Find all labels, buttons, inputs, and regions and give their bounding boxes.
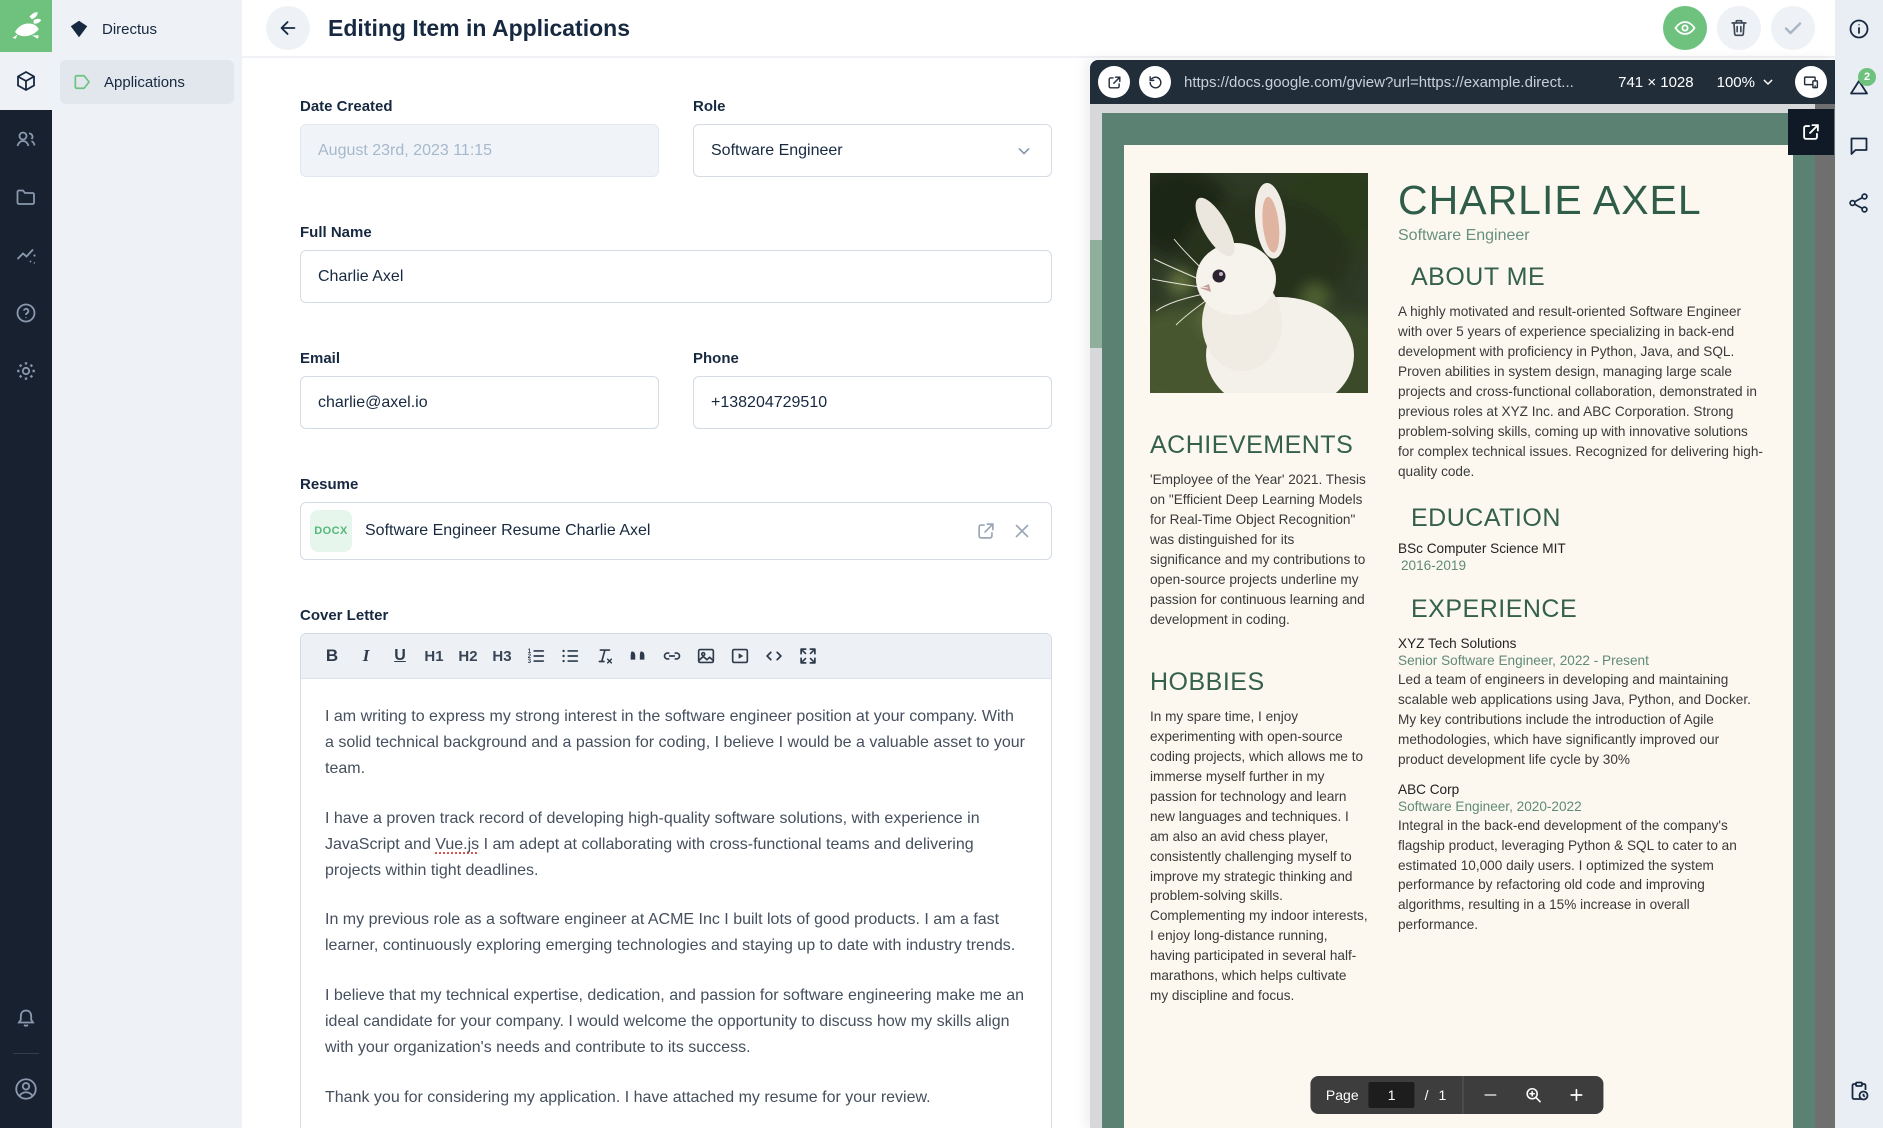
misspelled-word: Vue.js	[435, 835, 480, 853]
responsive-mode-button[interactable]	[1795, 66, 1827, 98]
module-insights[interactable]	[0, 226, 52, 284]
module-files[interactable]	[0, 168, 52, 226]
preview-url[interactable]: https://docs.google.com/gview?url=https://example.direct...	[1184, 73, 1574, 91]
link-button[interactable]	[657, 641, 687, 671]
italic-button[interactable]: I	[362, 646, 370, 665]
preview-toolbar	[1090, 60, 1835, 104]
module-users[interactable]	[0, 110, 52, 168]
chevron-down-icon	[1014, 141, 1034, 161]
job-description: Integral in the back-end development of the company's flagship product, leveraging Python & SQL to cater to an estimated 10,000 daily users. I optimized the system performance by refactoring old code and improving algorithms, resulting in a 15% increase in overall performance.	[1398, 817, 1737, 933]
magnifier-plus-icon	[1523, 1085, 1543, 1105]
eye-icon	[1673, 16, 1697, 40]
page-total: 1	[1438, 1087, 1447, 1103]
open-in-new-icon	[1800, 121, 1822, 143]
email-field[interactable]	[300, 376, 659, 429]
collection-tag-icon	[72, 72, 92, 92]
resume-document	[1124, 145, 1793, 1128]
job-role: Software Engineer, 2020-2022	[1398, 798, 1582, 814]
refresh-icon	[1147, 74, 1164, 91]
clear-format-button[interactable]	[589, 641, 619, 671]
module-help[interactable]	[0, 284, 52, 342]
project-logo-icon	[68, 18, 90, 40]
date-created-value: August 23rd, 2023 11:15	[318, 141, 493, 159]
zoom-value: 100%	[1716, 73, 1755, 91]
preview-button[interactable]	[1663, 6, 1707, 50]
experience-entry	[1398, 636, 1767, 770]
hobbies-heading: HOBBIES	[1150, 667, 1265, 696]
hobbies-text: In my spare time, I enjoy experimenting with open-source coding projects, which allows me to immerse myself further in my passion for technology and learn new languages and techniques. I am also an avid chess player, consistently challenging myself to improve my strategic thinking and problem-solving skills. Complementing my indoor interests, I enjoy long-distance running, having participated in several half-marathons, which helps cultivate my discipline and focus.	[1150, 708, 1368, 1004]
education-heading: EDUCATION	[1411, 503, 1561, 532]
user-avatar-icon	[13, 1076, 39, 1102]
users-icon	[14, 127, 38, 151]
h1-button[interactable]: H1	[424, 647, 444, 665]
preview-drawer	[1090, 60, 1835, 1128]
file-name: Software Engineer Resume Charlie Axel	[365, 522, 651, 539]
clear-format-icon	[593, 645, 615, 667]
education-years: 2016-2019	[1401, 557, 1467, 573]
svg-text:2: 2	[527, 653, 532, 660]
project-sidebar	[52, 0, 242, 1128]
zoom-out-button[interactable]	[1481, 1086, 1499, 1104]
bold-button[interactable]: B	[325, 646, 339, 665]
document-viewer	[1102, 104, 1815, 1128]
help-icon	[14, 301, 38, 325]
folder-icon	[14, 185, 38, 209]
bullet-list-button[interactable]	[555, 641, 585, 671]
project-name: Directus	[102, 20, 158, 38]
devices-icon	[1802, 73, 1820, 91]
job-company: ABC Corp	[1398, 781, 1460, 797]
page-number-input[interactable]	[1369, 1082, 1415, 1108]
page-label: Page	[1325, 1087, 1359, 1103]
rabbit-photo	[1150, 173, 1368, 393]
trash-icon	[1728, 17, 1750, 39]
code-button[interactable]	[759, 641, 789, 671]
back-button[interactable]	[266, 6, 310, 50]
share-icon	[1847, 191, 1871, 215]
pdf-page-controls	[1310, 1076, 1603, 1114]
revisions-panel-button[interactable]	[1835, 58, 1883, 116]
popout-document-button[interactable]	[1788, 109, 1834, 155]
refresh-button[interactable]	[1139, 66, 1171, 98]
experience-heading: EXPERIENCE	[1411, 594, 1578, 623]
fullscreen-icon	[797, 645, 819, 667]
open-file-icon[interactable]	[975, 520, 997, 542]
zoom-in-button[interactable]	[1567, 1086, 1585, 1104]
sidebar-item-label: Applications	[104, 73, 185, 91]
preview-viewport	[1090, 104, 1835, 1128]
left-scrollbar-thumb[interactable]	[1090, 240, 1102, 348]
left-scrollbar[interactable]	[1090, 104, 1102, 1128]
phone-label: Phone	[693, 350, 739, 367]
cover-letter-editor	[300, 633, 1052, 1128]
achievements-text: 'Employee of the Year' 2021. Thesis on "Efficient Deep Learning Models for Real-Time Object Recognition" was distinguished for its significance and my contributions to open-source projects underline my passion for continuous learning and development in coding.	[1150, 472, 1366, 627]
right-scrollbar[interactable]	[1815, 104, 1835, 1128]
module-settings[interactable]	[0, 342, 52, 400]
insights-icon	[14, 243, 38, 267]
page-separator: /	[1424, 1087, 1429, 1103]
delete-button[interactable]	[1717, 6, 1761, 50]
about-heading: ABOUT ME	[1411, 263, 1546, 291]
paragraph-text: I am adept at collaborating with cross-functional teams and delivering projects within tight deadlines.	[325, 835, 974, 879]
svg-text:3: 3	[527, 658, 532, 665]
rabbit-logo-icon	[9, 9, 43, 43]
comment-icon	[1847, 133, 1871, 157]
open-in-new-icon	[1106, 74, 1123, 91]
directus-logo[interactable]	[0, 0, 52, 52]
chevron-down-icon	[1760, 74, 1776, 90]
ordered-list-button[interactable]	[521, 641, 551, 671]
zoom-tool-button[interactable]	[1523, 1085, 1543, 1105]
date-created-label: Date Created	[300, 98, 393, 115]
underline-button[interactable]: U	[394, 647, 406, 664]
open-in-new-tab-button[interactable]	[1098, 66, 1130, 98]
project-header[interactable]	[52, 0, 242, 58]
module-bar	[0, 0, 52, 1128]
plus-icon	[1567, 1086, 1585, 1104]
cover-letter-text[interactable]	[301, 679, 1051, 1128]
email-label: Email	[300, 350, 341, 367]
header-actions	[1663, 6, 1815, 50]
edit-form	[242, 58, 1052, 1128]
comments-panel-button[interactable]	[1835, 116, 1883, 174]
file-type-badge: DOCX	[310, 510, 352, 552]
gear-icon	[14, 359, 38, 383]
role-value: Software Engineer	[711, 141, 843, 159]
bell-icon	[14, 1006, 38, 1030]
cover-letter-paragraph: I am writing to express my strong interest in the software engineer position at your company. With a solid technical background and a passion for coding, I believe I would be a valuable asset to your team.	[325, 708, 1025, 777]
remove-file-icon[interactable]	[1011, 520, 1033, 542]
main-content	[242, 0, 1835, 1128]
check-icon	[1781, 16, 1805, 40]
minus-icon	[1481, 1086, 1499, 1104]
cover-letter-paragraph: In my previous role as a software engineer at ACME Inc I built lots of good products. I am a fast learner, continuously exploring emerging technologies and staying up to date with industry trends.	[325, 911, 1016, 955]
resume-left-column	[1150, 173, 1368, 1128]
link-icon	[661, 645, 683, 667]
cover-letter-paragraph: Thank you for considering my application. I have attached my resume for your review.	[325, 1088, 931, 1106]
full-name-field[interactable]	[300, 250, 1052, 303]
preview-zoom-select[interactable]	[1717, 74, 1776, 91]
paragraph-text: I have a proven track record of developing high-quality software solutions, with experience in JavaScript and	[325, 809, 980, 853]
resume-job-title: Software Engineer	[1398, 227, 1530, 244]
role-label: Role	[693, 98, 726, 115]
achievements-heading: ACHIEVEMENTS	[1150, 431, 1354, 459]
phone-value: +138204729510	[711, 393, 828, 411]
preview-dimensions: 741 × 1028	[1618, 73, 1694, 91]
bullet-list-icon	[559, 645, 581, 667]
code-icon	[763, 645, 785, 667]
full-name-value: Charlie Axel	[318, 267, 404, 285]
info-panel-button[interactable]	[1835, 0, 1883, 58]
viewer-top-strip	[1102, 104, 1815, 113]
ordered-list-icon	[525, 645, 547, 667]
user-menu-button[interactable]	[0, 1060, 52, 1118]
right-sidebar	[1835, 0, 1883, 1128]
insert-image-button[interactable]	[691, 641, 721, 671]
about-text: A highly motivated and result-oriented Software Engineer with over 5 years of experience specializing in back-end development with proficiency in Python, Java, and SQL. Proven abilities in system design, managing large scale projects and cross-functional collaboration, demonstrated in previous roles at XYZ Inc. and ABC Corporation. Strong problem-solving skills, coming up with innovative solutions for complex technical issues. Recognized for delivering high-quality code.	[1398, 304, 1763, 479]
clipboard-clock-icon	[1847, 1079, 1871, 1103]
experience-entry	[1398, 782, 1767, 936]
info-icon	[1847, 17, 1871, 41]
page-header	[242, 0, 1835, 58]
clipboard-button[interactable]	[1835, 1062, 1883, 1120]
insert-video-button[interactable]	[725, 641, 755, 671]
resume-label: Resume	[300, 476, 359, 493]
sidebar-item-applications[interactable]	[60, 60, 234, 104]
date-created-field[interactable]	[300, 124, 659, 177]
module-bar-divider	[13, 1053, 39, 1054]
svg-text:1: 1	[527, 648, 532, 655]
h3-button[interactable]: H3	[492, 647, 512, 665]
save-button[interactable]	[1771, 6, 1815, 50]
image-icon	[695, 645, 717, 667]
fullscreen-button[interactable]	[793, 641, 823, 671]
revisions-badge: 2	[1858, 68, 1876, 86]
resume-name: CHARLIE AXEL	[1398, 177, 1702, 223]
full-name-label: Full Name	[300, 224, 372, 241]
blockquote-button[interactable]	[623, 641, 653, 671]
arrow-left-icon	[277, 17, 299, 39]
cube-icon	[14, 69, 38, 93]
job-company: XYZ Tech Solutions	[1398, 635, 1517, 651]
job-role: Senior Software Engineer, 2022 - Present	[1398, 652, 1649, 668]
video-icon	[729, 645, 751, 667]
blockquote-icon	[627, 645, 649, 667]
cover-letter-paragraph	[325, 806, 1027, 884]
cover-letter-label: Cover Letter	[300, 607, 389, 624]
cover-letter-paragraph: I believe that my technical expertise, dedication, and passion for software engineering make me an ideal candidate for your company. I would welcome the opportunity to discuss how my skills align with your organization's needs and contribute to its success.	[325, 987, 1025, 1057]
h2-button[interactable]: H2	[458, 647, 478, 665]
role-select[interactable]	[693, 124, 1052, 177]
page-title: Editing Item in Applications	[328, 14, 630, 41]
phone-field[interactable]	[693, 376, 1052, 429]
editor-toolbar	[301, 634, 1051, 679]
resume-file-field[interactable]	[300, 502, 1052, 560]
module-bar-spacer	[0, 400, 52, 989]
module-content[interactable]	[0, 52, 52, 110]
job-description: Led a team of engineers in developing and maintaining scalable web applications using Java, Python, and Docker. My key contributions include the introduction of Agile methodologies, which have significantly improved our product development life cycle by 30%	[1398, 671, 1751, 767]
share-panel-button[interactable]	[1835, 174, 1883, 232]
email-value: charlie@axel.io	[318, 393, 428, 411]
notifications-button[interactable]	[0, 989, 52, 1047]
education-degree: BSc Computer Science MIT	[1398, 540, 1566, 556]
resume-right-column	[1398, 173, 1767, 1128]
